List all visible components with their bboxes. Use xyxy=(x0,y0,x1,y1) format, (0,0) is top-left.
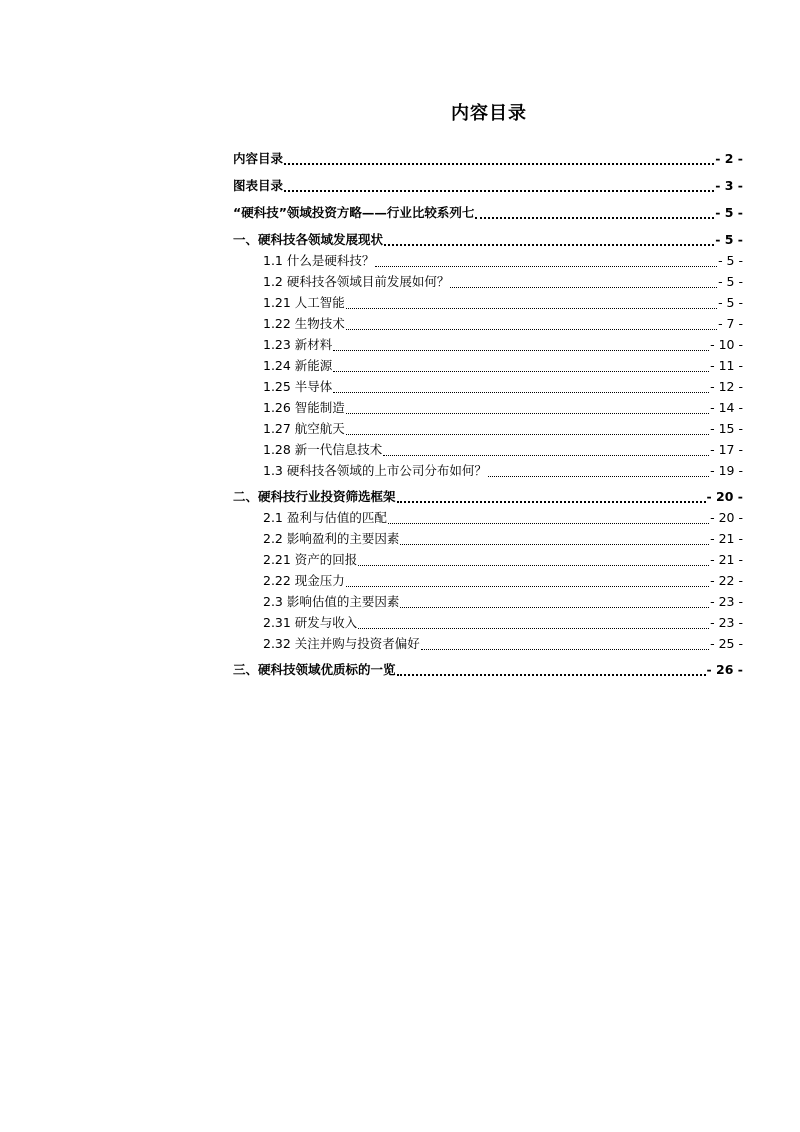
toc-entry-page: - 2 - xyxy=(715,151,743,166)
toc-leader-dots xyxy=(400,543,709,545)
toc-leader-dots xyxy=(346,328,717,330)
toc-leader-dots xyxy=(346,307,717,309)
toc-entry-page: - 5 - xyxy=(715,232,743,247)
toc-entry-label: 1.23 新材料 xyxy=(263,337,333,352)
toc-entry-label: 二、硬科技行业投资筛选框架 xyxy=(233,489,396,504)
toc-leader-dots xyxy=(397,673,706,676)
toc-entry-page: - 23 - xyxy=(710,615,743,630)
toc-entry-page: - 21 - xyxy=(710,531,743,546)
toc-entry-page: - 20 - xyxy=(710,510,743,525)
toc-leader-dots xyxy=(284,162,714,165)
toc-entry-label: 1.27 航空航天 xyxy=(263,421,345,436)
toc-entry[interactable] xyxy=(263,336,743,354)
toc-entry[interactable] xyxy=(263,441,743,459)
page-title: 内容目录 xyxy=(451,103,527,124)
toc-entry[interactable] xyxy=(263,294,743,312)
toc-entry-label: 2.32 关注并购与投资者偏好 xyxy=(263,636,420,651)
toc-leader-dots xyxy=(475,216,714,219)
toc-leader-dots xyxy=(383,454,709,456)
toc-entry-label: 1.25 半导体 xyxy=(263,379,333,394)
toc-entry-page: - 5 - xyxy=(718,295,743,310)
toc-leader-dots xyxy=(346,585,709,587)
toc-entry[interactable] xyxy=(233,488,743,506)
toc-entry[interactable] xyxy=(263,462,743,480)
toc-entry[interactable] xyxy=(263,315,743,333)
toc-entry-label: 1.21 人工智能 xyxy=(263,295,345,310)
toc-leader-dots xyxy=(333,370,709,372)
toc-entry[interactable] xyxy=(263,378,743,396)
toc-entry-label: 1.1 什么是硬科技？ xyxy=(263,253,375,268)
toc-entry[interactable] xyxy=(233,204,743,222)
toc-entry-page: - 5 - xyxy=(718,253,743,268)
toc-entry-label: 2.2 影响盈利的主要因素 xyxy=(263,531,400,546)
toc-entry-page: - 17 - xyxy=(710,442,743,457)
toc-leader-dots xyxy=(400,606,709,608)
toc-entry-page: - 26 - xyxy=(706,662,743,677)
toc-entry-label: 2.31 研发与收入 xyxy=(263,615,358,630)
toc-entry[interactable] xyxy=(233,231,743,249)
toc-entry-label: 一、硬科技各领域发展现状 xyxy=(233,232,384,247)
toc-entry-label: 1.3 硬科技各领域的上市公司分布如何？ xyxy=(263,463,487,478)
toc-leader-dots xyxy=(284,189,714,192)
toc-entry-label: “硬科技”领域投资方略——行业比较系列七 xyxy=(233,205,475,220)
toc-entry-label: 1.24 新能源 xyxy=(263,358,333,373)
toc-entry-label: 2.21 资产的回报 xyxy=(263,552,358,567)
toc-entry-page: - 11 - xyxy=(710,358,743,373)
toc-entry-page: - 22 - xyxy=(710,573,743,588)
toc-leader-dots xyxy=(488,475,709,477)
toc-leader-dots xyxy=(346,433,709,435)
toc-leader-dots xyxy=(384,243,714,246)
toc-entry-label: 1.28 新一代信息技术 xyxy=(263,442,383,457)
toc-leader-dots xyxy=(397,500,706,503)
toc-entry-label: 内容目录 xyxy=(233,151,284,166)
toc-leader-dots xyxy=(333,391,709,393)
toc-entry[interactable] xyxy=(263,399,743,417)
toc-entry[interactable] xyxy=(263,593,743,611)
toc-leader-dots xyxy=(388,522,709,524)
toc-entry[interactable] xyxy=(263,420,743,438)
toc-entry[interactable] xyxy=(233,177,743,195)
toc-entry-page: - 7 - xyxy=(718,316,743,331)
toc-leader-dots xyxy=(375,265,717,267)
toc-entry-page: - 5 - xyxy=(715,205,743,220)
toc-entry-page: - 12 - xyxy=(710,379,743,394)
toc-entry[interactable] xyxy=(263,509,743,527)
toc-entry-page: - 25 - xyxy=(710,636,743,651)
toc-entry-page: - 19 - xyxy=(710,463,743,478)
toc-entry-label: 2.22 现金压力 xyxy=(263,573,345,588)
toc-entry[interactable] xyxy=(263,530,743,548)
toc-entry-page: - 10 - xyxy=(710,337,743,352)
toc-entry-label: 2.3 影响估值的主要因素 xyxy=(263,594,400,609)
toc-entry-label: 2.1 盈利与估值的匹配 xyxy=(263,510,387,525)
toc-entry-page: - 5 - xyxy=(718,274,743,289)
toc-entry[interactable] xyxy=(263,551,743,569)
toc-entry[interactable] xyxy=(263,614,743,632)
toc-entry-page: - 21 - xyxy=(710,552,743,567)
toc-entry-label: 1.2 硬科技各领域目前发展如何？ xyxy=(263,274,450,289)
toc-entry[interactable] xyxy=(233,661,743,679)
toc-entry-label: 三、硬科技领域优质标的一览 xyxy=(233,662,396,677)
toc-leader-dots xyxy=(346,412,709,414)
toc-entry[interactable] xyxy=(233,150,743,168)
toc-entry-label: 1.26 智能制造 xyxy=(263,400,345,415)
toc-entry[interactable] xyxy=(263,273,743,291)
toc-entry-page: - 20 - xyxy=(706,489,743,504)
toc-entry[interactable] xyxy=(263,252,743,270)
toc-entry-page: - 15 - xyxy=(710,421,743,436)
toc-leader-dots xyxy=(358,564,709,566)
toc-entry[interactable] xyxy=(263,635,743,653)
toc-leader-dots xyxy=(450,286,717,288)
toc-entry-label: 图表目录 xyxy=(233,178,284,193)
toc-entry-label: 1.22 生物技术 xyxy=(263,316,345,331)
toc-entry-page: - 3 - xyxy=(715,178,743,193)
toc-leader-dots xyxy=(358,627,709,629)
toc-leader-dots xyxy=(333,349,709,351)
toc-entry-page: - 23 - xyxy=(710,594,743,609)
toc-entry[interactable] xyxy=(263,572,743,590)
toc-leader-dots xyxy=(421,648,709,650)
toc-entry-page: - 14 - xyxy=(710,400,743,415)
toc-entry[interactable] xyxy=(263,357,743,375)
